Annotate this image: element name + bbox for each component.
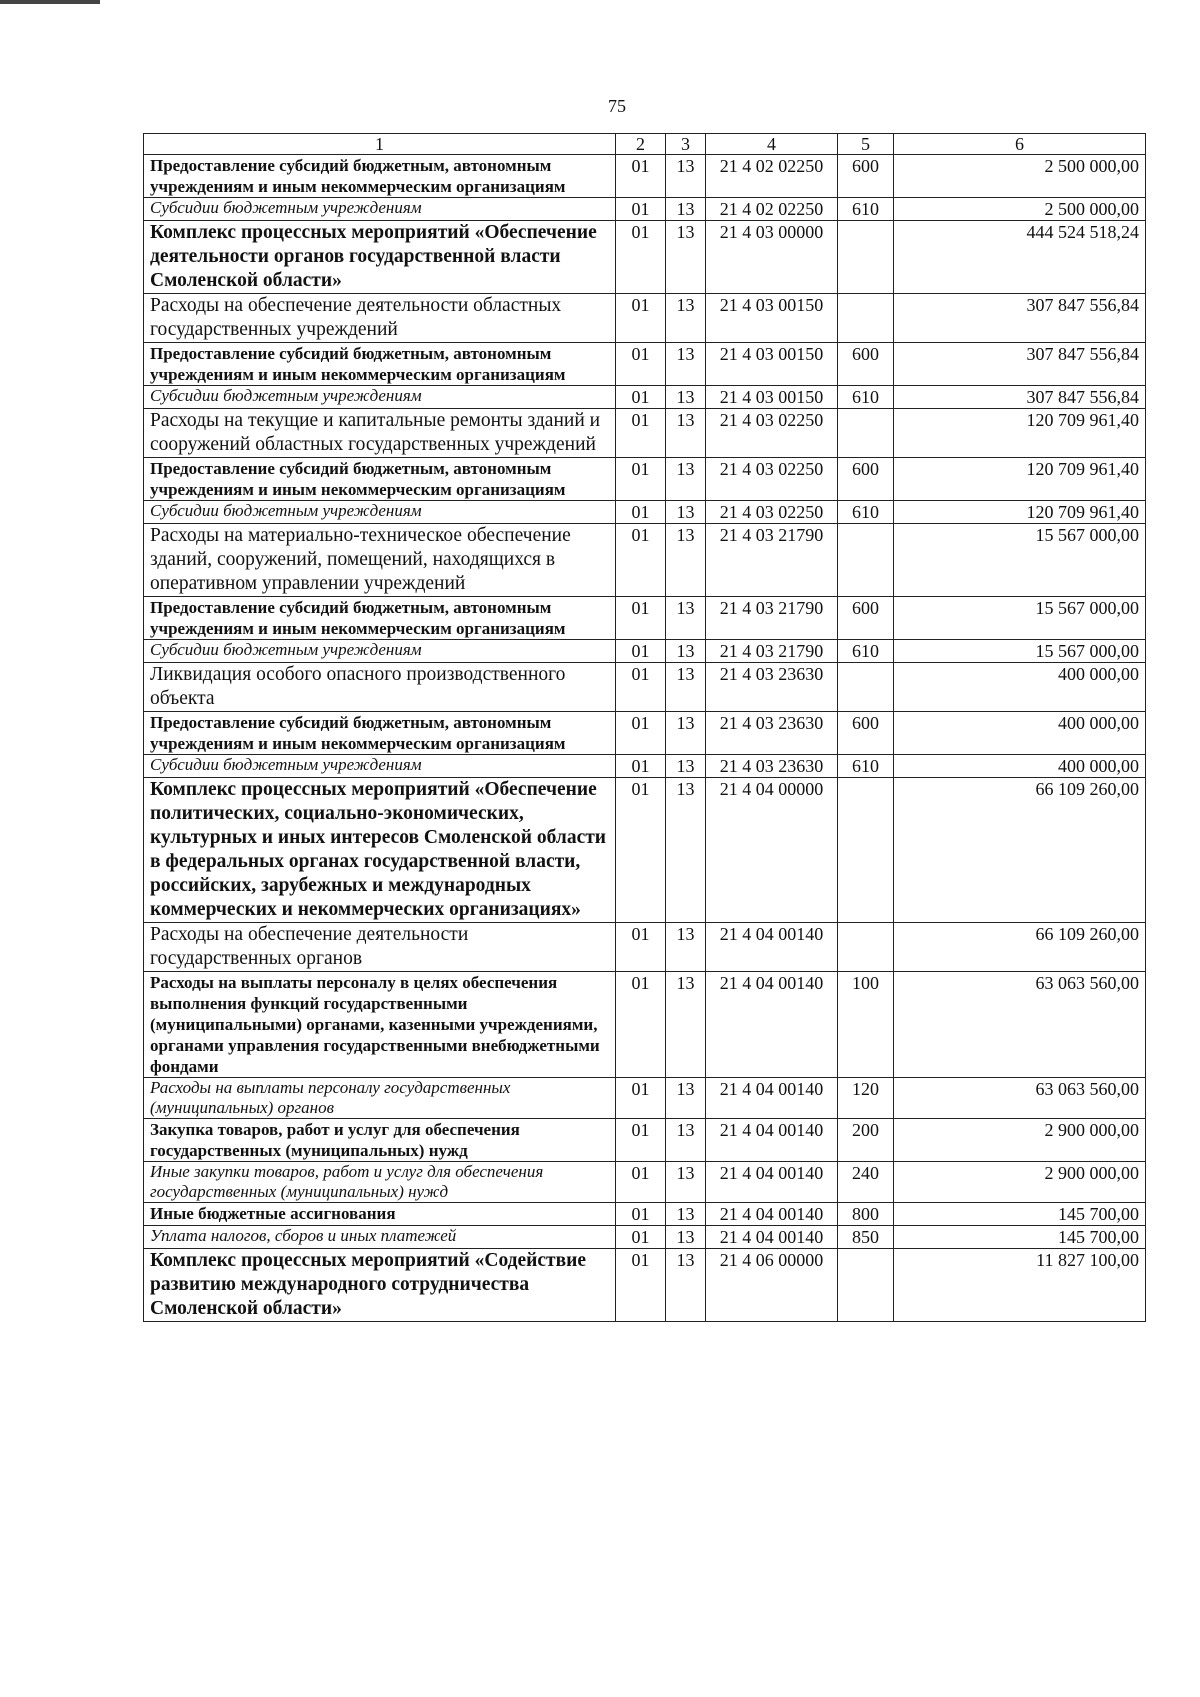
table-row [144, 343, 1146, 386]
row-amount: 15 567 000,00 [894, 597, 1146, 640]
table-row [144, 1203, 1146, 1226]
row-target-code: 21 4 04 00140 [706, 923, 838, 972]
table-row [144, 386, 1146, 409]
row-name: Субсидии бюджетным учреждениям [144, 755, 616, 778]
row-amount: 63 063 560,00 [894, 972, 1146, 1078]
row-section: 01 [616, 1119, 666, 1162]
table-row [144, 640, 1146, 663]
row-subsection: 13 [666, 458, 706, 501]
row-amount: 145 700,00 [894, 1203, 1146, 1226]
row-section: 01 [616, 155, 666, 198]
row-name: Расходы на обеспечение деятельности государственных органов [144, 923, 616, 972]
row-target-code: 21 4 03 00150 [706, 343, 838, 386]
row-name: Расходы на текущие и капитальные ремонты зданий и сооружений областных государственных учреждений [144, 409, 616, 458]
row-expense-type [838, 409, 894, 458]
row-expense-type: 100 [838, 972, 894, 1078]
header-cell-6: 6 [894, 134, 1146, 155]
row-subsection: 13 [666, 1078, 706, 1119]
table-row [144, 409, 1146, 458]
row-section: 01 [616, 1162, 666, 1203]
row-expense-type: 800 [838, 1203, 894, 1226]
row-name: Предоставление субсидий бюджетным, автономным учреждениям и иным некоммерческим организациям [144, 712, 616, 755]
row-section: 01 [616, 343, 666, 386]
row-section: 01 [616, 1078, 666, 1119]
row-target-code: 21 4 04 00140 [706, 1203, 838, 1226]
table-row [144, 155, 1146, 198]
row-subsection: 13 [666, 1203, 706, 1226]
row-expense-type: 600 [838, 712, 894, 755]
row-subsection: 13 [666, 972, 706, 1078]
header-cell-5: 5 [838, 134, 894, 155]
row-expense-type: 610 [838, 755, 894, 778]
row-section: 01 [616, 294, 666, 343]
row-amount: 120 709 961,40 [894, 501, 1146, 524]
row-expense-type: 600 [838, 155, 894, 198]
row-target-code: 21 4 03 02250 [706, 458, 838, 501]
table-row [144, 663, 1146, 712]
row-expense-type: 120 [838, 1078, 894, 1119]
table-row [144, 501, 1146, 524]
row-name: Расходы на выплаты персоналу государственных (муниципальных) органов [144, 1078, 616, 1119]
row-expense-type [838, 923, 894, 972]
row-expense-type [838, 524, 894, 597]
table-row [144, 524, 1146, 597]
row-name: Субсидии бюджетным учреждениям [144, 198, 616, 221]
row-amount: 400 000,00 [894, 712, 1146, 755]
row-amount: 2 500 000,00 [894, 198, 1146, 221]
row-section: 01 [616, 755, 666, 778]
row-name: Предоставление субсидий бюджетным, автономным учреждениям и иным некоммерческим организациям [144, 458, 616, 501]
row-amount: 307 847 556,84 [894, 386, 1146, 409]
row-subsection: 13 [666, 1226, 706, 1249]
row-expense-type: 600 [838, 458, 894, 501]
table-row [144, 755, 1146, 778]
row-amount: 120 709 961,40 [894, 458, 1146, 501]
table-row [144, 1119, 1146, 1162]
row-subsection: 13 [666, 198, 706, 221]
row-target-code: 21 4 02 02250 [706, 155, 838, 198]
row-target-code: 21 4 04 00140 [706, 1162, 838, 1203]
row-subsection: 13 [666, 597, 706, 640]
row-subsection: 13 [666, 1119, 706, 1162]
table-row [144, 1162, 1146, 1203]
row-expense-type: 610 [838, 640, 894, 663]
row-section: 01 [616, 712, 666, 755]
row-target-code: 21 4 06 00000 [706, 1249, 838, 1322]
row-name: Предоставление субсидий бюджетным, автономным учреждениям и иным некоммерческим организациям [144, 155, 616, 198]
row-target-code: 21 4 04 00000 [706, 778, 838, 923]
row-name: Иные закупки товаров, работ и услуг для обеспечения государственных (муниципальных) нужд [144, 1162, 616, 1203]
row-target-code: 21 4 03 23630 [706, 755, 838, 778]
row-name: Предоставление субсидий бюджетным, автономным учреждениям и иным некоммерческим организациям [144, 597, 616, 640]
table-row [144, 1249, 1146, 1322]
row-section: 01 [616, 597, 666, 640]
row-target-code: 21 4 03 00150 [706, 386, 838, 409]
row-section: 01 [616, 923, 666, 972]
page-number: 75 [608, 96, 626, 116]
row-target-code: 21 4 03 00150 [706, 294, 838, 343]
table-row [144, 1078, 1146, 1119]
row-amount: 11 827 100,00 [894, 1249, 1146, 1322]
row-amount: 2 900 000,00 [894, 1162, 1146, 1203]
row-amount: 400 000,00 [894, 663, 1146, 712]
row-target-code: 21 4 04 00140 [706, 1119, 838, 1162]
row-amount: 2 900 000,00 [894, 1119, 1146, 1162]
row-name: Уплата налогов, сборов и иных платежей [144, 1226, 616, 1249]
row-expense-type [838, 221, 894, 294]
row-amount: 2 500 000,00 [894, 155, 1146, 198]
row-target-code: 21 4 02 02250 [706, 198, 838, 221]
row-subsection: 13 [666, 524, 706, 597]
row-name: Расходы на обеспечение деятельности областных государственных учреждений [144, 294, 616, 343]
row-section: 01 [616, 778, 666, 923]
row-section: 01 [616, 1249, 666, 1322]
row-target-code: 21 4 04 00140 [706, 1226, 838, 1249]
row-name: Закупка товаров, работ и услуг для обеспечения государственных (муниципальных) нужд [144, 1119, 616, 1162]
row-section: 01 [616, 972, 666, 1078]
row-amount: 15 567 000,00 [894, 524, 1146, 597]
row-amount: 120 709 961,40 [894, 409, 1146, 458]
row-section: 01 [616, 640, 666, 663]
row-subsection: 13 [666, 923, 706, 972]
table-row [144, 1226, 1146, 1249]
row-name: Расходы на материально-техническое обеспечение зданий, сооружений, помещений, находящихся в оперативном управлении учреждений [144, 524, 616, 597]
table-row [144, 597, 1146, 640]
row-subsection: 13 [666, 755, 706, 778]
row-name: Субсидии бюджетным учреждениям [144, 501, 616, 524]
row-expense-type: 600 [838, 343, 894, 386]
table-row [144, 198, 1146, 221]
row-subsection: 13 [666, 663, 706, 712]
row-expense-type [838, 663, 894, 712]
row-name: Иные бюджетные ассигнования [144, 1203, 616, 1226]
row-name: Субсидии бюджетным учреждениям [144, 640, 616, 663]
row-target-code: 21 4 03 21790 [706, 640, 838, 663]
row-expense-type [838, 778, 894, 923]
row-subsection: 13 [666, 1162, 706, 1203]
header-cell-4: 4 [706, 134, 838, 155]
row-section: 01 [616, 1203, 666, 1226]
row-name: Предоставление субсидий бюджетным, автономным учреждениям и иным некоммерческим организациям [144, 343, 616, 386]
table-body [144, 134, 1146, 1322]
row-target-code: 21 4 03 23630 [706, 712, 838, 755]
row-amount: 66 109 260,00 [894, 778, 1146, 923]
row-section: 01 [616, 458, 666, 501]
row-target-code: 21 4 04 00140 [706, 972, 838, 1078]
row-target-code: 21 4 03 21790 [706, 524, 838, 597]
table-row [144, 778, 1146, 923]
row-expense-type: 240 [838, 1162, 894, 1203]
table-row [144, 972, 1146, 1078]
row-name: Комплекс процессных мероприятий «Обеспечение деятельности органов государственной власти Смоленской области» [144, 221, 616, 294]
row-expense-type: 850 [838, 1226, 894, 1249]
row-subsection: 13 [666, 409, 706, 458]
row-section: 01 [616, 524, 666, 597]
header-cell-2: 2 [616, 134, 666, 155]
row-amount: 307 847 556,84 [894, 294, 1146, 343]
row-subsection: 13 [666, 343, 706, 386]
row-amount: 444 524 518,24 [894, 221, 1146, 294]
row-name: Расходы на выплаты персоналу в целях обеспечения выполнения функций государственными (муниципальными) органами, казенными учреждениями, органами управления государственными внебюджетными фондами [144, 972, 616, 1078]
row-subsection: 13 [666, 640, 706, 663]
row-expense-type: 610 [838, 501, 894, 524]
row-section: 01 [616, 409, 666, 458]
row-name: Комплекс процессных мероприятий «Содействие развитию международного сотрудничества Смоленской области» [144, 1249, 616, 1322]
row-amount: 15 567 000,00 [894, 640, 1146, 663]
row-amount: 400 000,00 [894, 755, 1146, 778]
header-cell-1: 1 [144, 134, 616, 155]
table-row [144, 458, 1146, 501]
row-subsection: 13 [666, 386, 706, 409]
row-expense-type [838, 1249, 894, 1322]
row-subsection: 13 [666, 1249, 706, 1322]
row-section: 01 [616, 663, 666, 712]
row-target-code: 21 4 03 21790 [706, 597, 838, 640]
table-row [144, 923, 1146, 972]
row-expense-type: 600 [838, 597, 894, 640]
header-cell-3: 3 [666, 134, 706, 155]
row-subsection: 13 [666, 155, 706, 198]
row-amount: 66 109 260,00 [894, 923, 1146, 972]
row-section: 01 [616, 198, 666, 221]
row-section: 01 [616, 501, 666, 524]
row-expense-type [838, 294, 894, 343]
row-expense-type: 610 [838, 198, 894, 221]
row-target-code: 21 4 03 23630 [706, 663, 838, 712]
row-subsection: 13 [666, 294, 706, 343]
row-subsection: 13 [666, 778, 706, 923]
table-row [144, 712, 1146, 755]
row-section: 01 [616, 1226, 666, 1249]
row-name: Комплекс процессных мероприятий «Обеспечение политических, социально-экономических, культурных и иных интересов Смоленской области в федеральных органах государственной власти, российских, зарубежных и международных коммерческих и некоммерческих организациях» [144, 778, 616, 923]
row-subsection: 13 [666, 501, 706, 524]
row-target-code: 21 4 03 00000 [706, 221, 838, 294]
row-amount: 63 063 560,00 [894, 1078, 1146, 1119]
row-expense-type: 200 [838, 1119, 894, 1162]
row-target-code: 21 4 04 00140 [706, 1078, 838, 1119]
scan-edge-line [0, 0, 100, 4]
row-section: 01 [616, 386, 666, 409]
table-row [144, 221, 1146, 294]
row-amount: 307 847 556,84 [894, 343, 1146, 386]
row-amount: 145 700,00 [894, 1226, 1146, 1249]
row-target-code: 21 4 03 02250 [706, 501, 838, 524]
row-expense-type: 610 [838, 386, 894, 409]
row-subsection: 13 [666, 221, 706, 294]
row-target-code: 21 4 03 02250 [706, 409, 838, 458]
budget-table [143, 133, 1146, 1322]
row-subsection: 13 [666, 712, 706, 755]
table-header-row [144, 134, 1146, 155]
row-name: Субсидии бюджетным учреждениям [144, 386, 616, 409]
row-name: Ликвидация особого опасного производственного объекта [144, 663, 616, 712]
row-section: 01 [616, 221, 666, 294]
table-row [144, 294, 1146, 343]
